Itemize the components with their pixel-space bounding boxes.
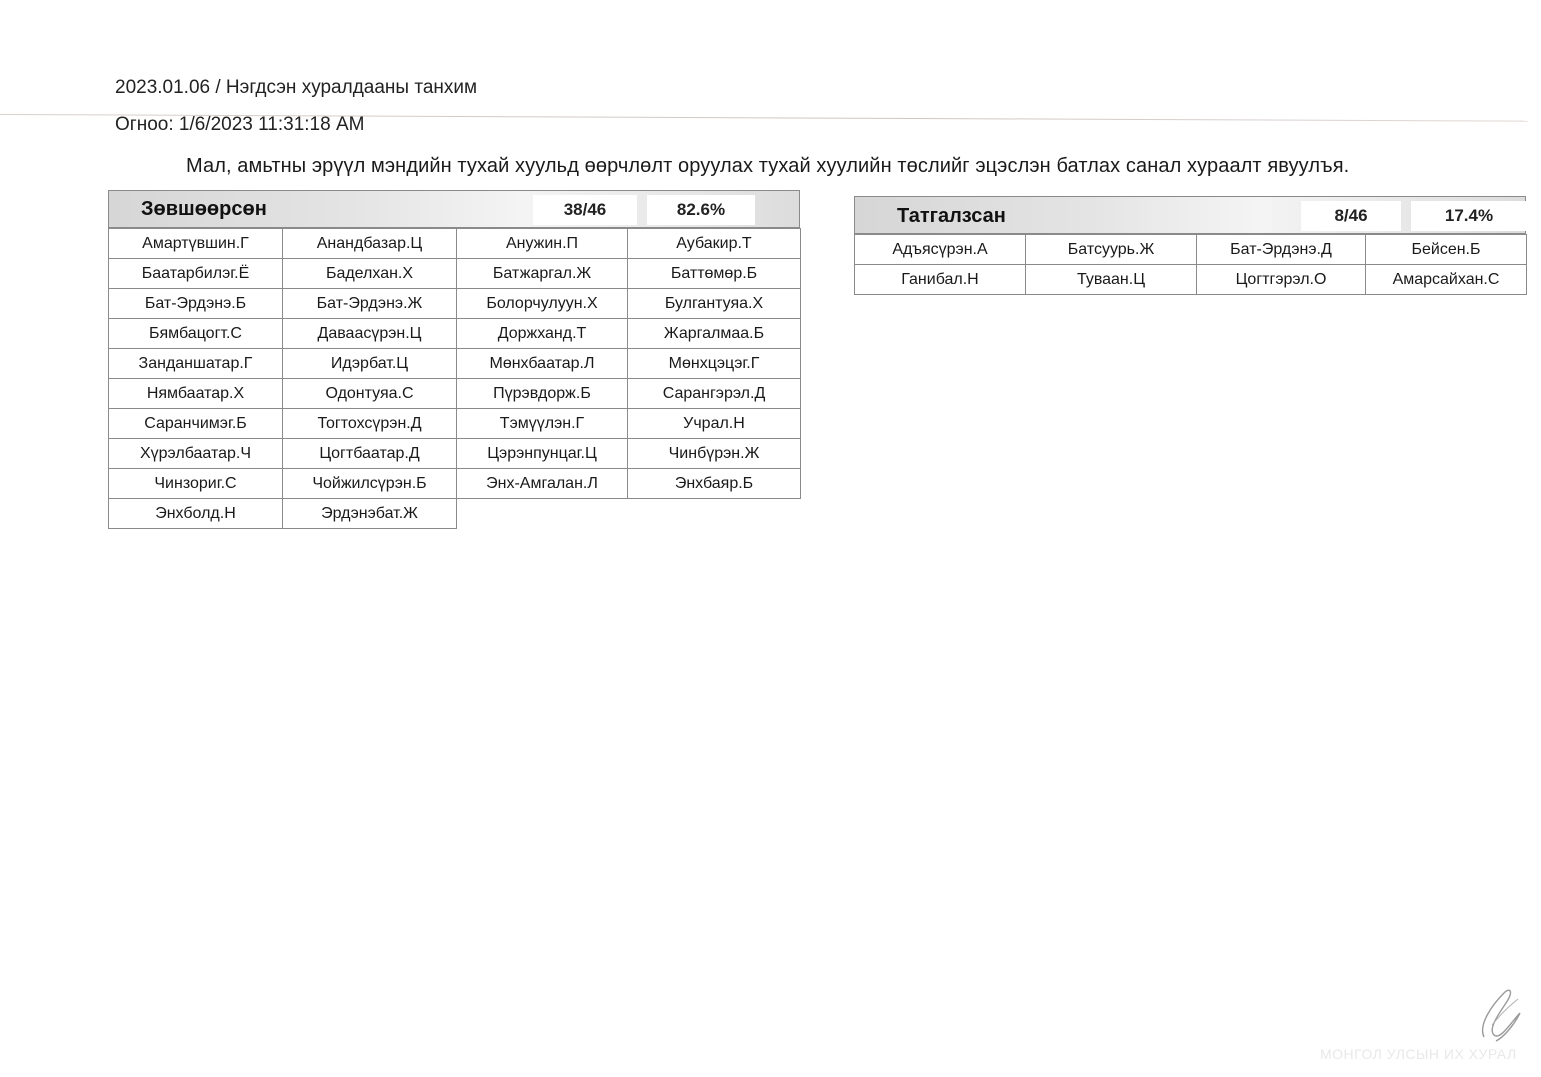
rejected-header	[854, 196, 1526, 234]
member-name-cell: Чинзориг.С	[109, 469, 283, 499]
name-row	[109, 289, 801, 319]
vote-title: Мал, амьтны эрүүл мэндийн тухай хуульд өөрчлөлт оруулах тухай хуулийн төслийг эцэслэн батлах санал хураалт явуулъя.	[186, 155, 1350, 177]
approved-count: 38/46	[533, 195, 637, 225]
member-name-cell: Туваан.Ц	[1026, 265, 1197, 295]
member-name-cell: Энхболд.Н	[109, 499, 283, 529]
member-name-cell: Амартүвшин.Г	[109, 229, 283, 259]
member-name-cell: Цогтбаатар.Д	[283, 439, 457, 469]
member-name-cell: Амарсайхан.С	[1366, 265, 1527, 295]
rejected-label: Татгалзсан	[897, 205, 1006, 227]
session-info: 2023.01.06 / Нэгдсэн хуралдааны танхим	[115, 77, 478, 98]
member-name-cell: Тэмүүлэн.Г	[457, 409, 628, 439]
member-name-cell: Эрдэнэбат.Ж	[283, 499, 457, 529]
rejected-percent: 17.4%	[1411, 201, 1527, 231]
name-row	[109, 409, 801, 439]
name-row	[109, 439, 801, 469]
rejected-block	[854, 196, 1526, 295]
name-row	[109, 259, 801, 289]
member-name-cell: Адъясүрэн.А	[855, 235, 1026, 265]
name-row	[855, 235, 1527, 265]
approved-header	[108, 190, 800, 228]
member-name-cell: Баатарбилэг.Ё	[109, 259, 283, 289]
member-name-cell: Баделхан.Х	[283, 259, 457, 289]
member-name-cell: Мөнхцэцэг.Г	[628, 349, 801, 379]
member-name-cell: Бат-Эрдэнэ.Ж	[283, 289, 457, 319]
member-name-cell: Занданшатар.Г	[109, 349, 283, 379]
member-name-cell: Доржханд.Т	[457, 319, 628, 349]
signature-mark	[1474, 985, 1526, 1045]
member-name-cell: Идэрбат.Ц	[283, 349, 457, 379]
vote-date: Огноо: 1/6/2023 11:31:18 AM	[115, 114, 365, 135]
member-name-cell: Нямбаатар.Х	[109, 379, 283, 409]
member-name-cell: Баттөмөр.Б	[628, 259, 801, 289]
member-name-cell: Пүрэвдорж.Б	[457, 379, 628, 409]
name-row	[855, 265, 1527, 295]
member-name-cell: Болорчулуун.Х	[457, 289, 628, 319]
member-name-cell: Бат-Эрдэнэ.Б	[109, 289, 283, 319]
watermark-text: МОНГОЛ УЛСЫН ИХ ХУРАЛ	[1320, 1046, 1517, 1062]
member-name-cell: Энх-Амгалан.Л	[457, 469, 628, 499]
approved-label: Зөвшөөрсөн	[141, 198, 267, 220]
approved-percent: 82.6%	[647, 195, 755, 225]
member-name-cell: Даваасүрэн.Ц	[283, 319, 457, 349]
member-name-cell: Хүрэлбаатар.Ч	[109, 439, 283, 469]
member-name-cell: Аубакир.Т	[628, 229, 801, 259]
member-name-cell: Чинбүрэн.Ж	[628, 439, 801, 469]
rejected-count: 8/46	[1301, 201, 1401, 231]
member-name-cell: Анандбазар.Ц	[283, 229, 457, 259]
member-name-cell: Цогтгэрэл.О	[1197, 265, 1366, 295]
name-row	[109, 469, 801, 499]
member-name-cell: Жаргалмаа.Б	[628, 319, 801, 349]
member-name-cell: Чойжилсүрэн.Б	[283, 469, 457, 499]
approved-block	[108, 190, 800, 529]
member-name-cell: Бат-Эрдэнэ.Д	[1197, 235, 1366, 265]
member-name-cell: Энхбаяр.Б	[628, 469, 801, 499]
name-row	[109, 349, 801, 379]
member-name-cell: Булгантуяа.Х	[628, 289, 801, 319]
rejected-names-table	[854, 234, 1527, 295]
member-name-cell: Тогтохсүрэн.Д	[283, 409, 457, 439]
member-name-cell: Мөнхбаатар.Л	[457, 349, 628, 379]
member-name-cell: Батсуурь.Ж	[1026, 235, 1197, 265]
member-name-cell: Ганибал.Н	[855, 265, 1026, 295]
member-name-cell: Учрал.Н	[628, 409, 801, 439]
name-row	[109, 319, 801, 349]
member-name-cell: Бейсен.Б	[1366, 235, 1527, 265]
member-name-cell: Саранчимэг.Б	[109, 409, 283, 439]
name-row	[109, 499, 801, 529]
approved-names-table	[108, 228, 801, 529]
member-name-cell: Бямбацогт.С	[109, 319, 283, 349]
name-row	[109, 229, 801, 259]
member-name-cell: Сарангэрэл.Д	[628, 379, 801, 409]
name-row	[109, 379, 801, 409]
member-name-cell: Цэрэнпунцаг.Ц	[457, 439, 628, 469]
member-name-cell: Анужин.П	[457, 229, 628, 259]
member-name-cell: Батжаргал.Ж	[457, 259, 628, 289]
member-name-cell: Одонтуяа.С	[283, 379, 457, 409]
